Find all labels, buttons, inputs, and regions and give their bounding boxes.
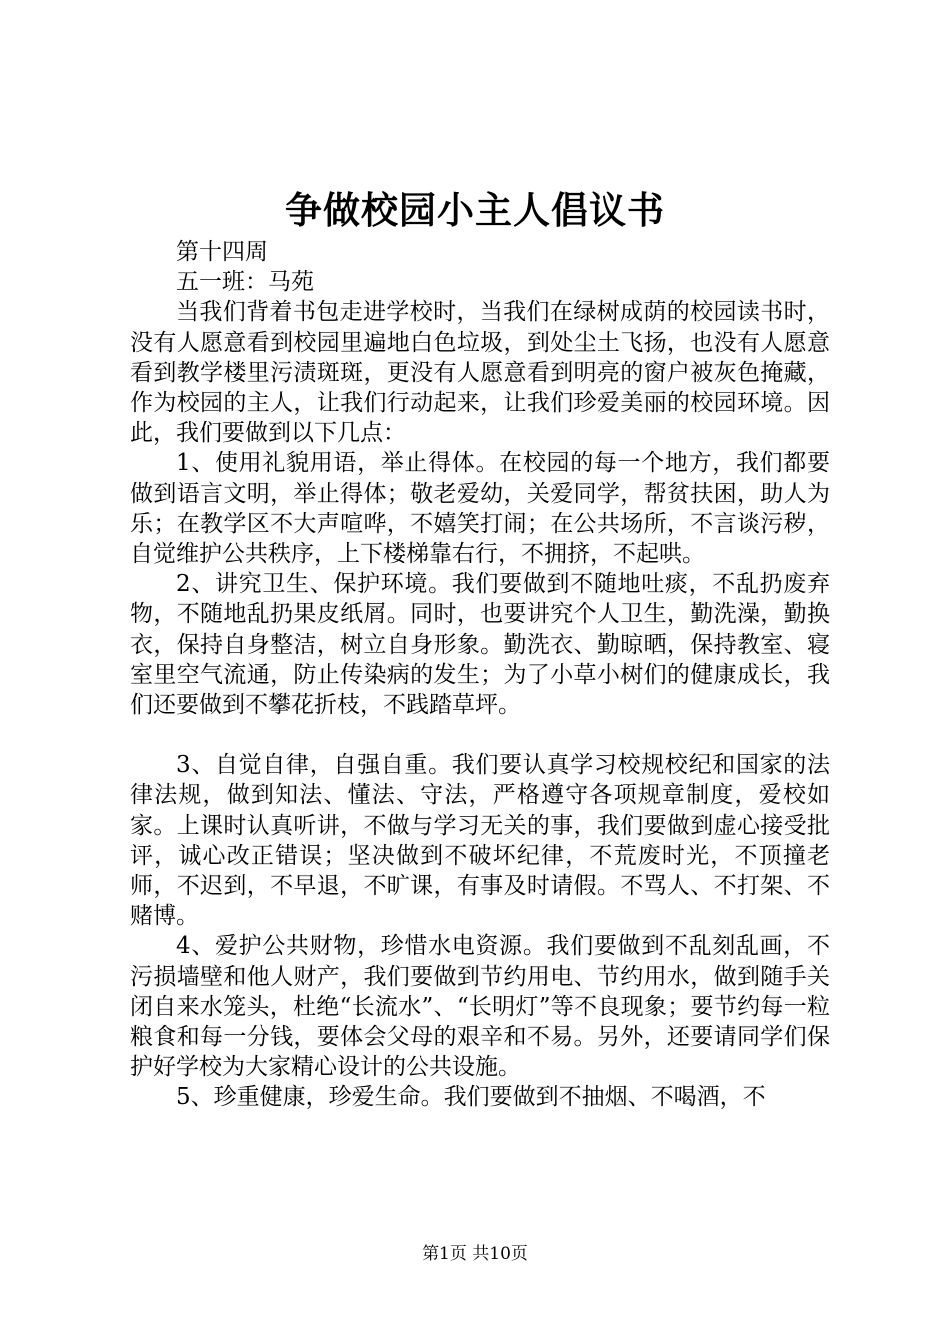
document-body [130,237,830,1113]
paragraph-point-4: 4、爱护公共财物，珍惜水电资源。我们要做到不乱刻乱画，不污损墙壁和他人财产，我们要做到节约用电、节约用水，做到随手关闭自来水笼头，杜绝“长流水”、“长明灯”等不良现象；要节约每一粒粮食和每一分钱，要体会父母的艰辛和不易。另外，还要请同学们保护好学校为大家精心设计的公共设施。 [130,933,830,1081]
paragraph-point-5: 5、珍重健康，珍爱生命。我们要做到不抽烟、不喝酒，不 [176,1084,766,1111]
page-footer: 第1页 共10页 [422,1244,528,1264]
paragraph-spacer [130,720,830,750]
paragraph-point-3: 3、自觉自律，自强自重。我们要认真学习校规校纪和国家的法律法规，做到知法、懂法、守法，严格遵守各项规章制度，爱校如家。上课时认真听讲，不做与学习无关的事，我们要做到虚心接受批评，诚心改正错误；坚决做到不破坏纪律，不荒废时光，不顶撞老师，不迟到，不早退，不旷课，有事及时请假。不骂人、不打架、不赌博。 [130,752,830,930]
paragraph-point-1: 1、使用礼貌用语，举止得体。在校园的每一个地方，我们都要做到语言文明，举止得体；敬老爱幼，关爱同学，帮贫扶困，助人为乐；在教学区不大声喧哗，不嬉笑打闹；在公共场所，不言谈污秽，自觉维护公共秩序，上下楼梯靠右行，不拥挤，不起哄。 [130,450,830,568]
week-line: 第十四周 [176,239,268,265]
author-line: 五一班：马苑 [176,269,314,296]
paragraph-intro: 当我们背着书包走进学校时，当我们在绿树成荫的校园读书时，没有人愿意看到校园里遍地白色垃圾，到处尘土飞扬，也没有人愿意看到教学楼里污渍斑斑，更没有人愿意看到明亮的窗户被灰色掩藏，作为校园的主人，让我们行动起来，让我们珍爱美丽的校园环境。因此，我们要做到以下几点： [130,299,830,447]
paragraph-point-2: 2、讲究卫生、保护环境。我们要做到不随地吐痰，不乱扔废弃物，不随地乱扔果皮纸屑。同时，也要讲究个人卫生，勤洗澡，勤换衣，保持自身整洁，树立自身形象。勤洗衣、勤晾晒，保持教室、寝室里空气流通，防止传染病的发生；为了小草小树们的健康成长，我们还要做到不攀花折枝，不践踏草坪。 [130,571,830,719]
document-title: 争做校园小主人倡议书 [285,188,665,232]
